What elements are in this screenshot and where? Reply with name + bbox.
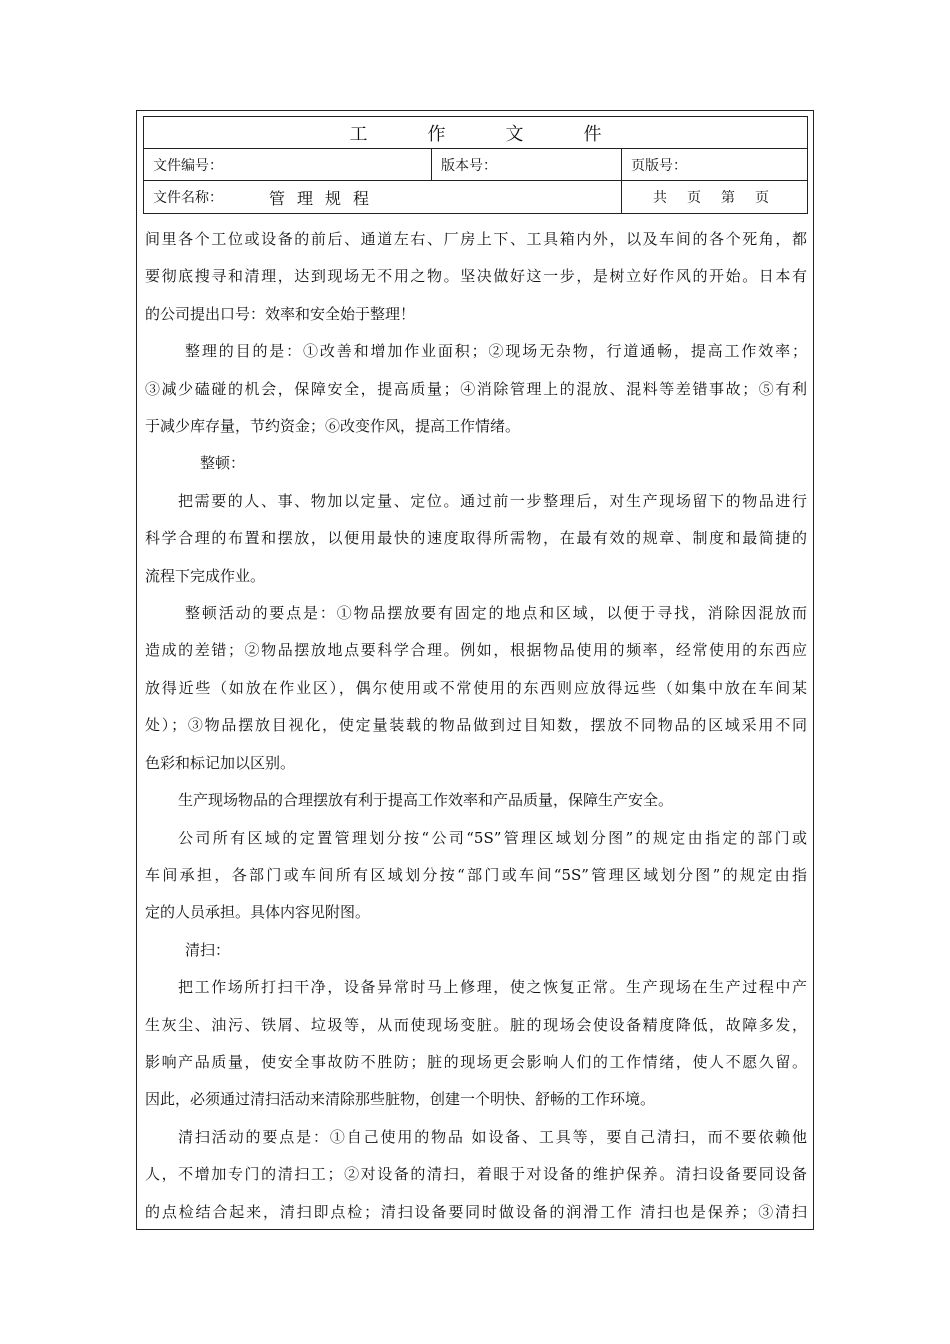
document-body	[145, 221, 807, 1231]
body-line: 因此，必须通过清扫活动来清除那些脏物，创建一个明快、舒畅的工作环境。	[145, 1090, 656, 1109]
body-line: 生产现场物品的合理摆放有利于提高工作效率和产品质量，保障生产安全。	[178, 791, 674, 810]
doc-name-label: 文件名称：	[153, 190, 223, 206]
body-line: 整理的目的是：①改善和增加作业面积；②现场无杂物，行道通畅，提高工作效率；	[185, 342, 807, 361]
body-line: 车间承担，各部门或车间所有区域划分按“部门或车间“5S”管理区域划分图”的规定由指	[145, 865, 807, 884]
body-line: 整顿：	[200, 454, 246, 473]
doc-name: 管理规程	[269, 188, 382, 208]
header-title-row	[144, 117, 807, 149]
body-line: 公司所有区域的定置管理划分按“公司“5S”管理区域划分图”的规定由指定的部门或	[178, 828, 807, 847]
body-line: 流程下完成作业。	[145, 566, 266, 585]
body-line: 影响产品质量，使安全事故防不胜防；脏的现场更会影响人们的工作情绪，使人不愿久留。	[145, 1052, 807, 1071]
body-line: 清扫活动的要点是：①自己使用的物品 如设备、工具等，要自己清扫，而不要依赖他	[178, 1127, 807, 1146]
body-line: 把工作场所打扫干净，设备异常时马上修理，使之恢复正常。生产现场在生产过程中产	[178, 978, 807, 997]
page-info-cell	[621, 181, 807, 213]
header-name-row	[144, 181, 807, 213]
body-line: 把需要的人、事、物加以定量、定位。通过前一步整理后，对生产现场留下的物品进行	[178, 491, 807, 510]
doc-number-label: 文件编号：	[153, 157, 223, 174]
document-title: 工作文件	[349, 123, 662, 145]
document-frame	[136, 110, 814, 1230]
page-version-cell	[621, 149, 807, 180]
body-line: 造成的差错；②物品摆放地点要科学合理。例如，根据物品使用的频率，经常使用的东西应	[145, 641, 807, 660]
body-line: 科学合理的布置和摆放，以便用最快的速度取得所需物，在最有效的规章、制度和最简捷的	[145, 529, 807, 548]
body-line: 人，不增加专门的清扫工；②对设备的清扫，着眼于对设备的维护保养。清扫设备要同设备	[145, 1165, 807, 1184]
version-label: 版本号：	[441, 157, 497, 174]
body-line: 间里各个工位或设备的前后、通道左右、厂房上下、工具箱内外，以及车间的各个死角，都	[145, 230, 807, 248]
body-line: 于减少库存量，节约资金；⑥改变作风，提高工作情绪。	[145, 417, 521, 436]
body-line: ③减少磕碰的机会，保障安全，提高质量；④消除管理上的混放、混料等差错事故；⑤有利	[145, 379, 807, 398]
body-line: 生灰尘、油污、铁屑、垃圾等，从而使现场变脏。脏的现场会使设备精度降低，故障多发，	[145, 1015, 807, 1034]
doc-name-cell	[144, 181, 621, 213]
header-meta-row	[144, 149, 807, 181]
doc-number-cell	[144, 149, 431, 180]
page-info: 共页第页	[653, 190, 789, 206]
body-line: 处）；③物品摆放目视化，使定量装载的物品做到过目知数，摆放不同物品的区域采用不同	[145, 716, 807, 735]
body-line: 的点检结合起来，清扫即点检；清扫设备要同时做设备的润滑工作 清扫也是保养；③清扫	[145, 1202, 807, 1221]
body-line: 色彩和标记加以区别。	[145, 753, 296, 772]
body-line: 定的人员承担。具体内容见附图。	[145, 903, 371, 922]
body-line: 放得近些（如放在作业区），偶尔使用或不常使用的东西则应放得远些（如集中放在车间某	[145, 678, 807, 697]
header-table	[143, 116, 808, 214]
body-line: 整顿活动的要点是：①物品摆放要有固定的地点和区域，以便于寻找，消除因混放而	[185, 604, 807, 623]
version-cell	[431, 149, 621, 180]
page-version-label: 页版号：	[631, 157, 687, 174]
body-line: 要彻底搜寻和清理，达到现场无不用之物。坚决做好这一步，是树立好作风的开始。日本有	[145, 267, 807, 286]
body-line: 的公司提出口号：效率和安全始于整理！	[145, 304, 416, 323]
body-line: 清扫：	[185, 940, 231, 959]
